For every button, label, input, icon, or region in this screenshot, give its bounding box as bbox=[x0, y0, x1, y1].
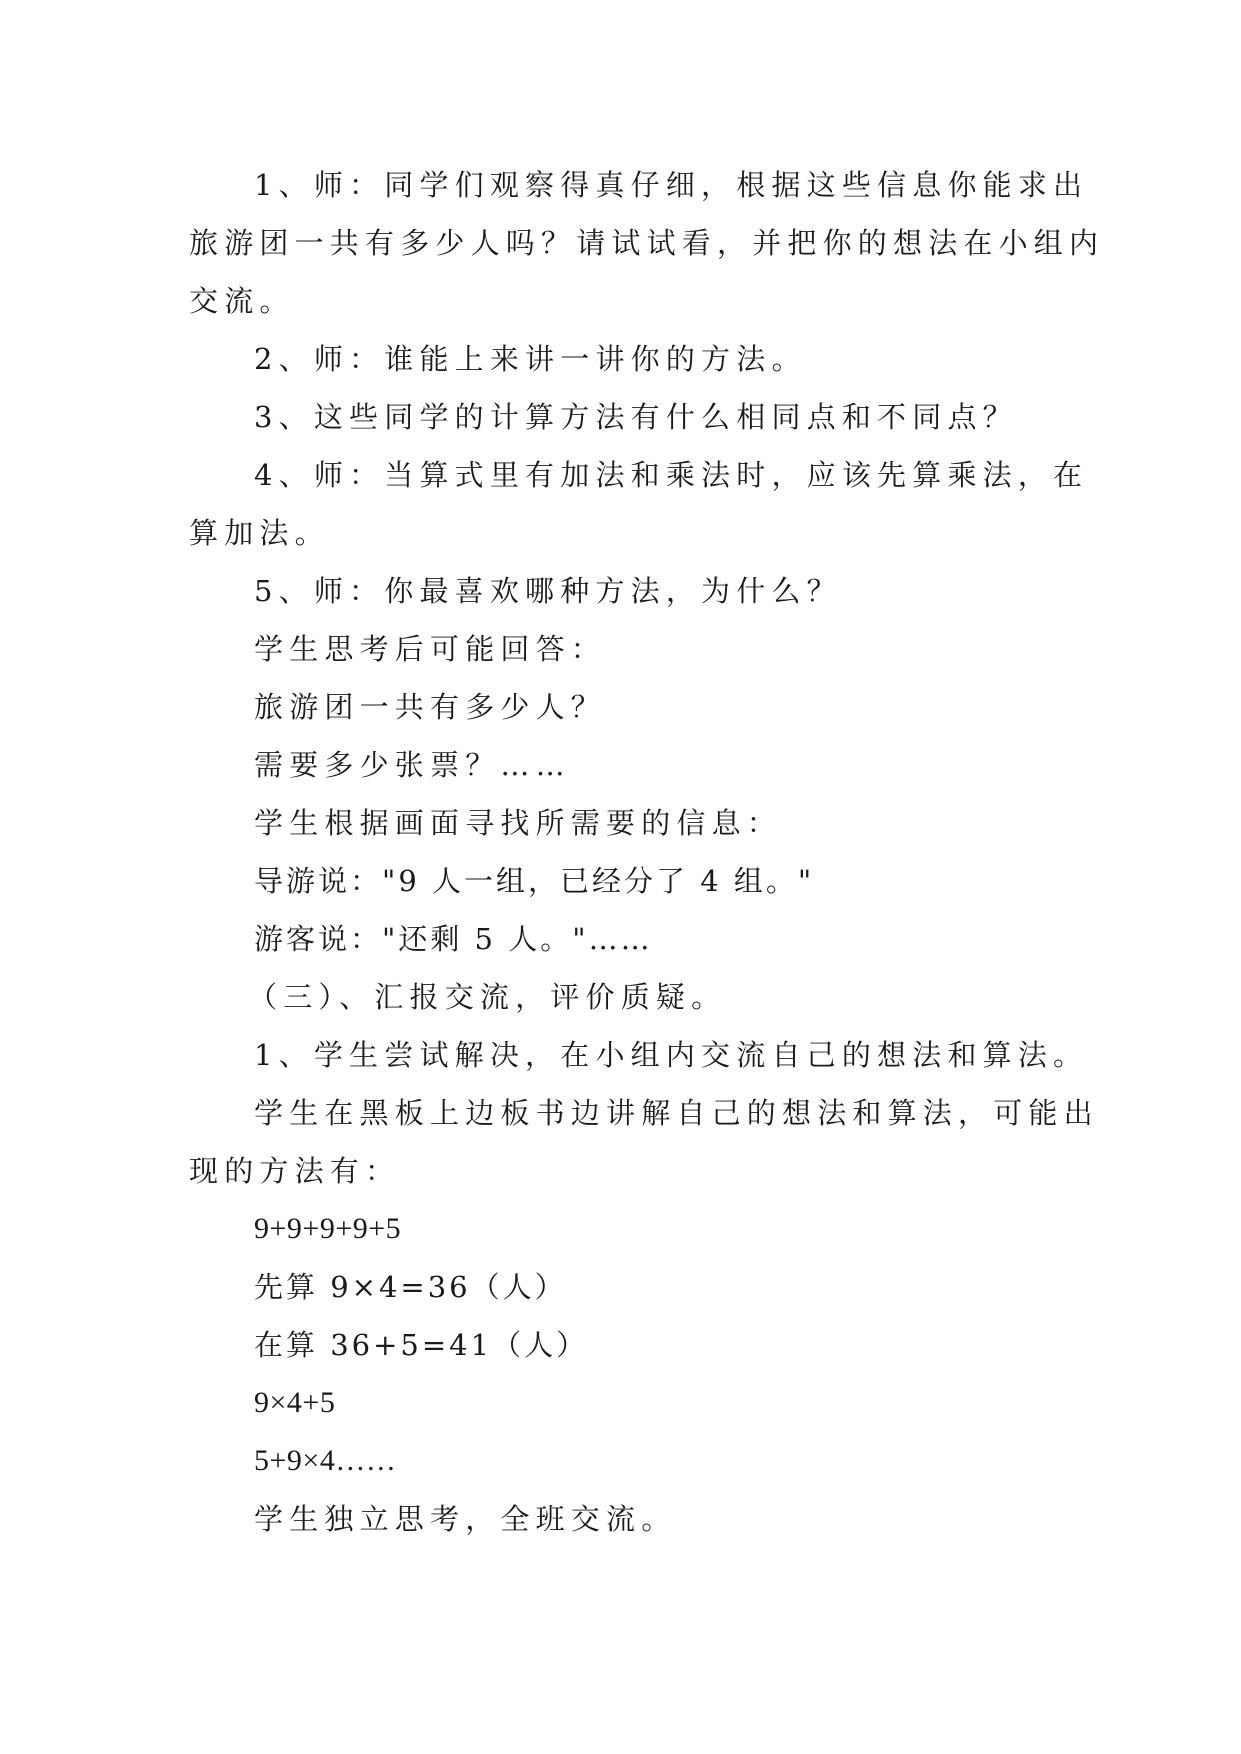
paragraph-line: 游客说："还剩 5 人。"…… bbox=[254, 922, 653, 956]
formula-line: 在算 36+5=41（人） bbox=[254, 1328, 589, 1362]
paragraph-line: 3、这些同学的计算方法有什么相同点和不同点？ bbox=[254, 400, 1018, 434]
paragraph-line: 学生在黑板上边板书边讲解自己的想法和算法，可能出 bbox=[254, 1096, 1099, 1130]
formula-line: 5+9×4…… bbox=[254, 1444, 397, 1477]
paragraph-line: 交流。 bbox=[189, 284, 295, 318]
paragraph-line: 旅游团一共有多少人？ bbox=[254, 690, 607, 724]
paragraph-line: 4、师：当算式里有加法和乘法时，应该先算乘法，在 bbox=[254, 458, 1089, 492]
paragraph-line: 学生独立思考，全班交流。 bbox=[254, 1502, 677, 1536]
formula-line: 先算 9×4=36（人） bbox=[254, 1270, 567, 1304]
paragraph-line: 5、师：你最喜欢哪种方法，为什么？ bbox=[254, 574, 842, 608]
paragraph-line: 1、师：同学们观察得真仔细，根据这些信息你能求出 bbox=[254, 168, 1089, 202]
paragraph-line: 学生思考后可能回答： bbox=[254, 632, 607, 666]
paragraph-line: 需要多少张票？…… bbox=[254, 748, 571, 782]
paragraph-line: 学生根据画面寻找所需要的信息： bbox=[254, 806, 783, 840]
paragraph-line: 算加法。 bbox=[189, 516, 330, 550]
paragraph-line: 导游说："9 人一组，已经分了 4 组。" bbox=[254, 864, 815, 898]
formula-line: 9×4+5 bbox=[254, 1386, 336, 1419]
section-heading: （三）、汇报交流，评价质疑。 bbox=[248, 980, 727, 1014]
paragraph-line: 1、学生尝试解决，在小组内交流自己的想法和算法。 bbox=[254, 1038, 1089, 1072]
paragraph-line: 旅游团一共有多少人吗？请试试看，并把你的想法在小组内 bbox=[189, 226, 1105, 260]
formula-line: 9+9+9+9+5 bbox=[254, 1212, 402, 1245]
paragraph-line: 2、师：谁能上来讲一讲你的方法。 bbox=[254, 342, 807, 376]
paragraph-line: 现的方法有： bbox=[189, 1154, 401, 1188]
